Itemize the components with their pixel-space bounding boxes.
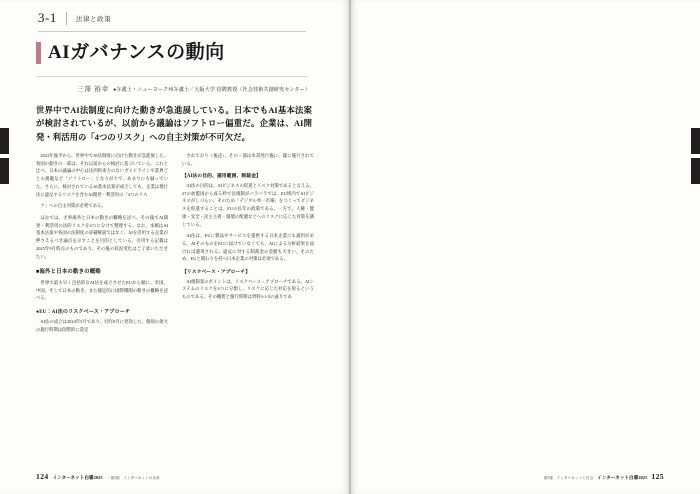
left-column-1 — [36, 152, 168, 448]
left-col1-paragraph: 世界で最も早く包括的なAI法を成立させたEUから順に、米国、中国、そして日本の動き、また補足的に国際機関の動きの概略を述べる。 — [36, 279, 168, 301]
footer-book-title-left: インターネット白書2025 — [52, 475, 103, 480]
left-col1-paragraph: ほかでは、才事海外と日本の動きの概略を述べ、その後でAI開発・利活用の法的リスクを4つに分けて整理する。なお、本稿はAI基本法案や各国の法制度の詳細解説ではなく、AIを活用する企業が押さえるべき論点を示すことを目的としている。引用する記載は2025年9月時点のものであり、その後の状況変化はご了承いただきたい。 — [36, 215, 168, 259]
left-col1-section-heading: ■海外と日本の動きの概略 — [36, 269, 101, 276]
left-col2-paragraph: AI法の目的は、AIビジネスの促進とリスク対策であると言える。27の加盟国から成る枠で法規制がバラバラでは、EU域内でAIビジネスがしづらい。そのため「デジタル単一市場」をつくってビジネスを促進することは、EUの長年の政策である。一方で、人権・健康・安全・民主主義・環境の配慮などへのリスクに応じた対策を講じている。 — [182, 182, 314, 227]
left-col1-subheading: ●EU：AI法のリスクベース・アプローチ — [36, 310, 131, 315]
left-col2-paragraph: AI規制案のポイントは、リスクベース・アプローチである。AIシステムのリスクを4つに分類し、リスクに応じた対応を取るというものである。その概要と施行時期は資料3-1-5の通りであ — [182, 278, 314, 300]
left-col2-paragraph: されており（後述）、その一部は本書発行後に、既に施行されている。 — [182, 153, 314, 166]
page-number-left: 124 — [36, 472, 49, 481]
side-index-tab-right-2 — [691, 158, 700, 184]
chapter-number: 3-1 — [38, 10, 57, 25]
left-page-columns — [36, 152, 314, 448]
left-column-2 — [182, 152, 314, 448]
side-index-tab-2 — [0, 158, 9, 184]
left-col1-paragraph: ク」への自主対策が必要である。 — [40, 203, 106, 209]
right-page — [350, 0, 700, 494]
left-col2-bracket-heading: 【リスクベース・アプローチ】 — [182, 270, 251, 276]
title-underline — [36, 76, 308, 77]
page-title: AIガバナンスの動向 — [48, 42, 225, 63]
author-affiliation: ●弁護士・ニューヨーク州弁護士／大阪大学 招聘教授（社会技術共創研究センター） — [113, 88, 310, 93]
left-col1-paragraph: 2023年後半から、世界中でAI法制度に向けた動きが急進展した。各国の動きの一部は、それ以前からの検討に基づいている。これと比べ、日本の議論の中心は法的拘束力のないガイドラインや業界ごとの規範など「ソフトロー」となりがちで、あまりにも偏っていた。さらに、検討されているAI基本法案が成立しても、企業は現行法に違反するリスクを含むAI開発・利活用の「4つのリス — [36, 153, 168, 197]
page-number-right: 125 — [651, 472, 664, 481]
side-index-tab-1 — [0, 128, 9, 154]
footer-left — [36, 472, 160, 481]
chapter-header — [38, 10, 306, 32]
left-col2-paragraph: AI法は、EUに製品やサービスを提供する日本企業にも適用がある。AIそのものをEUに届けていなくても、AIによる分析結果を届ければ適用される。違反に対する制裁金の金額も大きい。そのため、EUと関わりを持つ日本企業の対策は必須である。 — [182, 233, 314, 262]
footer-subtitle-right: 第3部 インターネットと社会 — [543, 476, 594, 480]
left-col2-bracket-heading: 【AI法の目的、適用範囲、制裁金】 — [182, 174, 261, 180]
header-divider — [66, 12, 67, 25]
byline — [77, 84, 310, 93]
footer-subtitle-left: ・第3部 インターネットの未来 — [106, 476, 160, 480]
book-gutter — [349, 0, 351, 494]
footer-book-title-right: インターネット白書2025 — [597, 475, 648, 480]
lead-paragraph: 世界中でAI法制度に向けた動きが急進展している。日本でもAI基本法案が検討されているが、以前から議論はソフトロー偏重だ。企業は、AI開発・利活用の「4つのリスク」への自主対策が不可欠だ。 — [36, 106, 312, 142]
author-name: 三澤 裕幸 — [76, 86, 110, 93]
side-index-tab-right-1 — [691, 128, 700, 154]
title-accent-bar — [36, 42, 41, 64]
left-col1-paragraph: AI法の成立は2024年5月であり、同年8月に発効した。個別の条文の施行時期は段階的に設定 — [36, 319, 168, 332]
footer-right — [544, 472, 664, 481]
article-title-block — [36, 42, 225, 64]
chapter-name: 法律と政策 — [75, 15, 112, 23]
